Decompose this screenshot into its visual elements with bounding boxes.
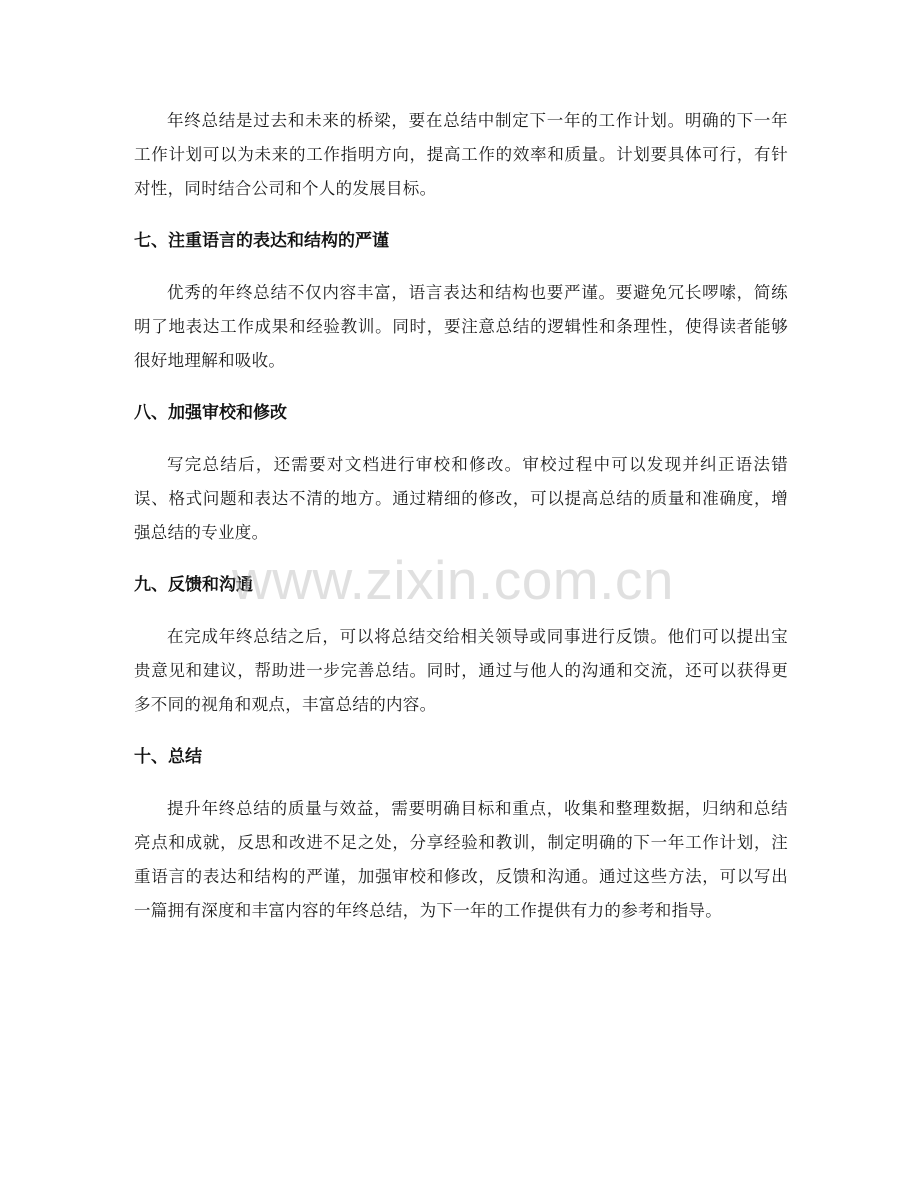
section-heading-7: 七、注重语言的表达和结构的严谨 (134, 231, 389, 251)
section-heading-8: 八、加强审校和修改 (134, 403, 287, 423)
watermark: www.zixin.com.cn (232, 549, 674, 611)
section-heading-10: 十、总结 (134, 747, 202, 767)
section-heading-9: 九、反馈和沟通 (134, 575, 253, 595)
intro-paragraph: 年终总结是过去和未来的桥梁，要在总结中制定下一年的工作计划。明确的下一年工作计划可以为未来的工作指明方向，提高工作的效率和质量。计划要具体可行，有针对性，同时结合公司和个人的发展目标。 (134, 111, 788, 198)
section-body-9: 在完成年终总结之后，可以将总结交给相关领导或同事进行反馈。他们可以提出宝贵意见和建议，帮助进一步完善总结。同时，通过与他人的沟通和交流，还可以获得更多不同的视角和观点，丰富总结的内容。 (134, 627, 788, 714)
section-body-8: 写完总结后，还需要对文档进行审校和修改。审校过程中可以发现并纠正语法错误、格式问题和表达不清的地方。通过精细的修改，可以提高总结的质量和准确度，增强总结的专业度。 (134, 455, 788, 542)
section-body-7: 优秀的年终总结不仅内容丰富，语言表达和结构也要严谨。要避免冗长啰嗦，简练明了地表达工作成果和经验教训。同时，要注意总结的逻辑性和条理性，使得读者能够很好地理解和吸收。 (134, 283, 788, 370)
document-content (134, 104, 788, 928)
section-body-10: 提升年终总结的质量与效益，需要明确目标和重点，收集和整理数据，归纳和总结亮点和成就，反思和改进不足之处，分享经验和教训，制定明确的下一年工作计划，注重语言的表达和结构的严谨，加强审校和修改，反馈和沟通。通过这些方法，可以写出一篇拥有深度和丰富内容的年终总结，为下一年的工作提供有力的参考和指导。 (134, 799, 788, 920)
